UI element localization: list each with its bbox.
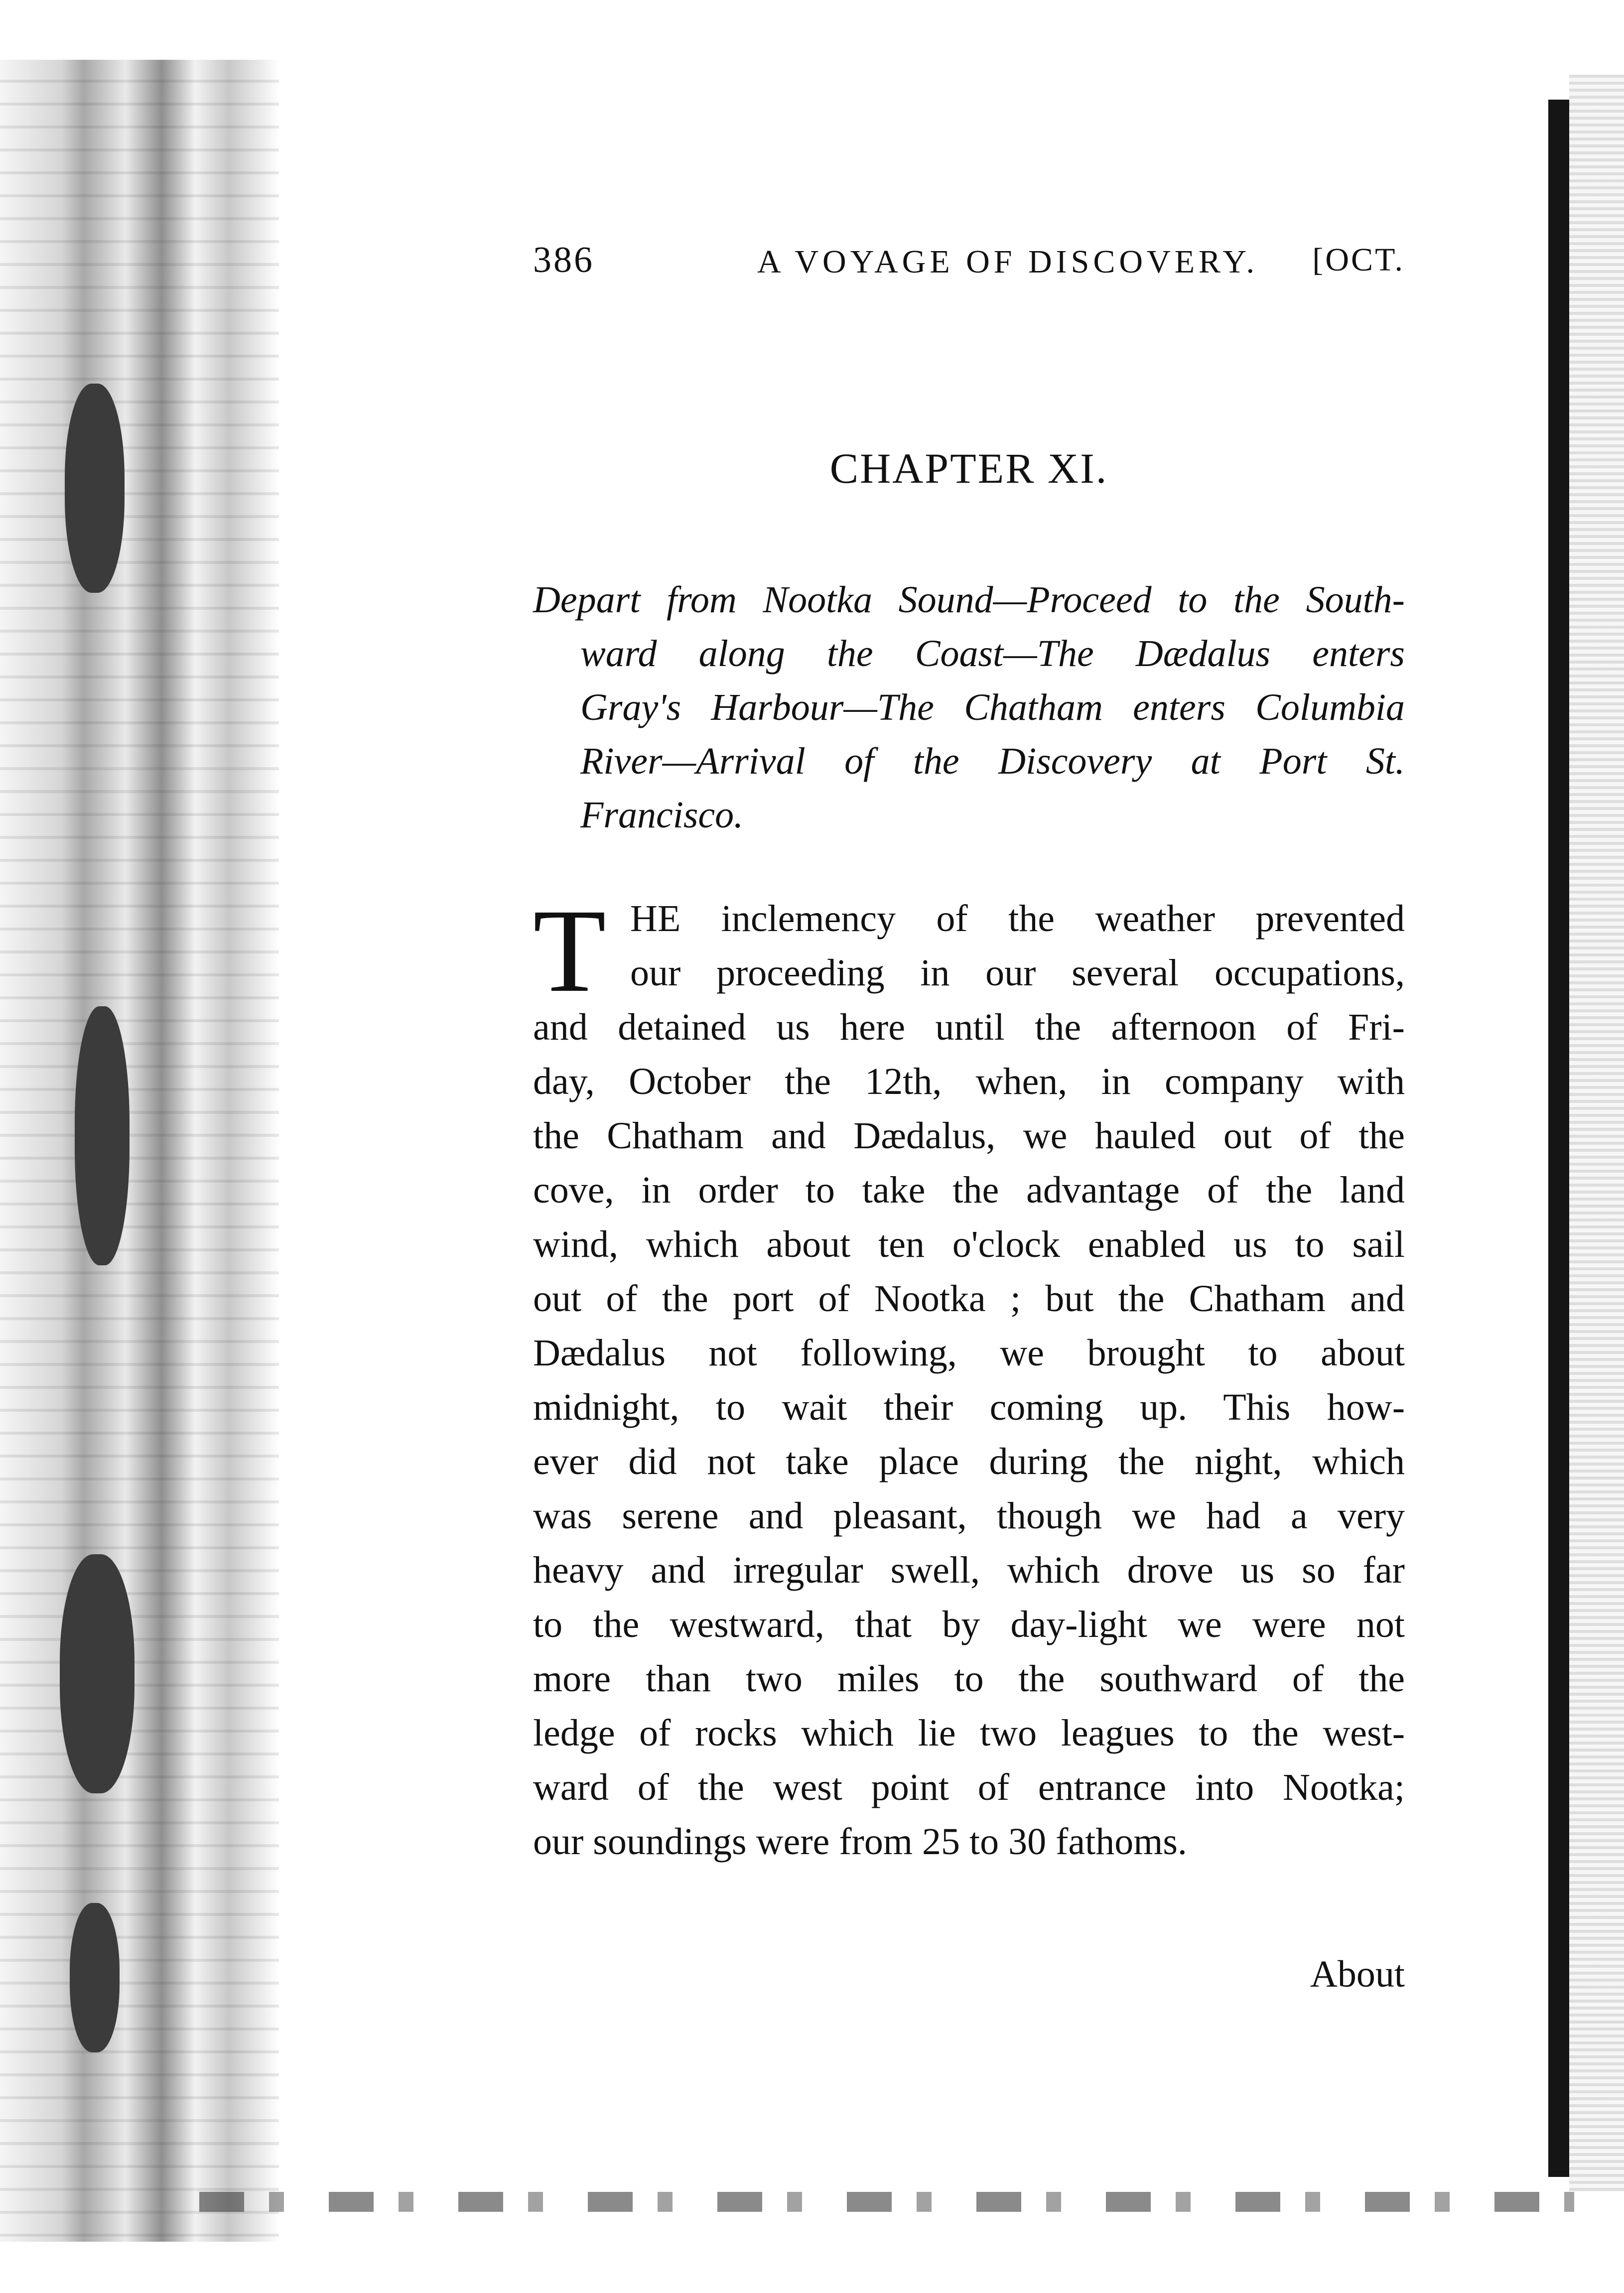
body-line: to the westward, that by day-light we were not (533, 1604, 1405, 1645)
body-line: wind, which about ten o'clock enabled us to sail (533, 1223, 1405, 1265)
scanned-right-edge-texture (1569, 75, 1624, 2192)
running-date: [OCT. (1312, 242, 1405, 278)
chapter-heading: CHAPTER XI. (829, 444, 1108, 492)
drop-cap: T (533, 884, 606, 1017)
body-line: heavy and irregular swell, which drove us so far (533, 1549, 1405, 1591)
body-text (533, 884, 1405, 1869)
page-number: 386 (533, 240, 594, 280)
body-line: midnight, to wait their coming up. This how- (533, 1386, 1405, 1428)
catchword: About (1310, 1953, 1405, 1995)
running-head (533, 234, 1405, 289)
running-title: A VOYAGE OF DISCOVERY. (757, 244, 1259, 280)
summary-line: Gray's Harbour—The Chatham enters Columbia (580, 686, 1405, 728)
scanned-bottom-edge-marks (199, 2192, 1574, 2212)
body-line: ever did not take place during the night, which (533, 1441, 1405, 1483)
summary-line: Francisco. (580, 794, 744, 836)
body-line: Dædalus not following, we brought to about (533, 1332, 1405, 1374)
body-line: more than two miles to the southward of the (533, 1658, 1405, 1700)
summary-line: Depart from Nootka Sound—Proceed to the South- (533, 579, 1405, 621)
summary-line: River—Arrival of the Discovery at Port St. (580, 740, 1405, 782)
body-line: cove, in order to take the advantage of the land (533, 1169, 1405, 1211)
chapter-summary (533, 573, 1405, 842)
body-line: ledge of rocks which lie two leagues to the west- (533, 1712, 1405, 1754)
body-line: HE inclemency of the weather prevented (630, 898, 1405, 940)
body-line: was serene and pleasant, though we had a very (533, 1495, 1405, 1537)
scanned-right-edge-bar (1548, 100, 1569, 2177)
summary-line: ward along the Coast—The Dædalus enters (580, 633, 1405, 674)
body-line: day, October the 12th, when, in company with (533, 1061, 1405, 1102)
body-line: the Chatham and Dædalus, we hauled out of the (533, 1115, 1405, 1157)
body-line: and detained us here until the afternoon of Fri- (533, 1006, 1405, 1048)
body-line: out of the port of Nootka ; but the Chatham and (533, 1278, 1405, 1320)
body-line: ward of the west point of entrance into Nootka; (533, 1766, 1405, 1808)
scanned-left-margin-shadow (0, 60, 279, 2242)
body-line: our proceeding in our several occupations, (630, 952, 1405, 994)
body-line: our soundings were from 25 to 30 fathoms. (533, 1821, 1187, 1863)
